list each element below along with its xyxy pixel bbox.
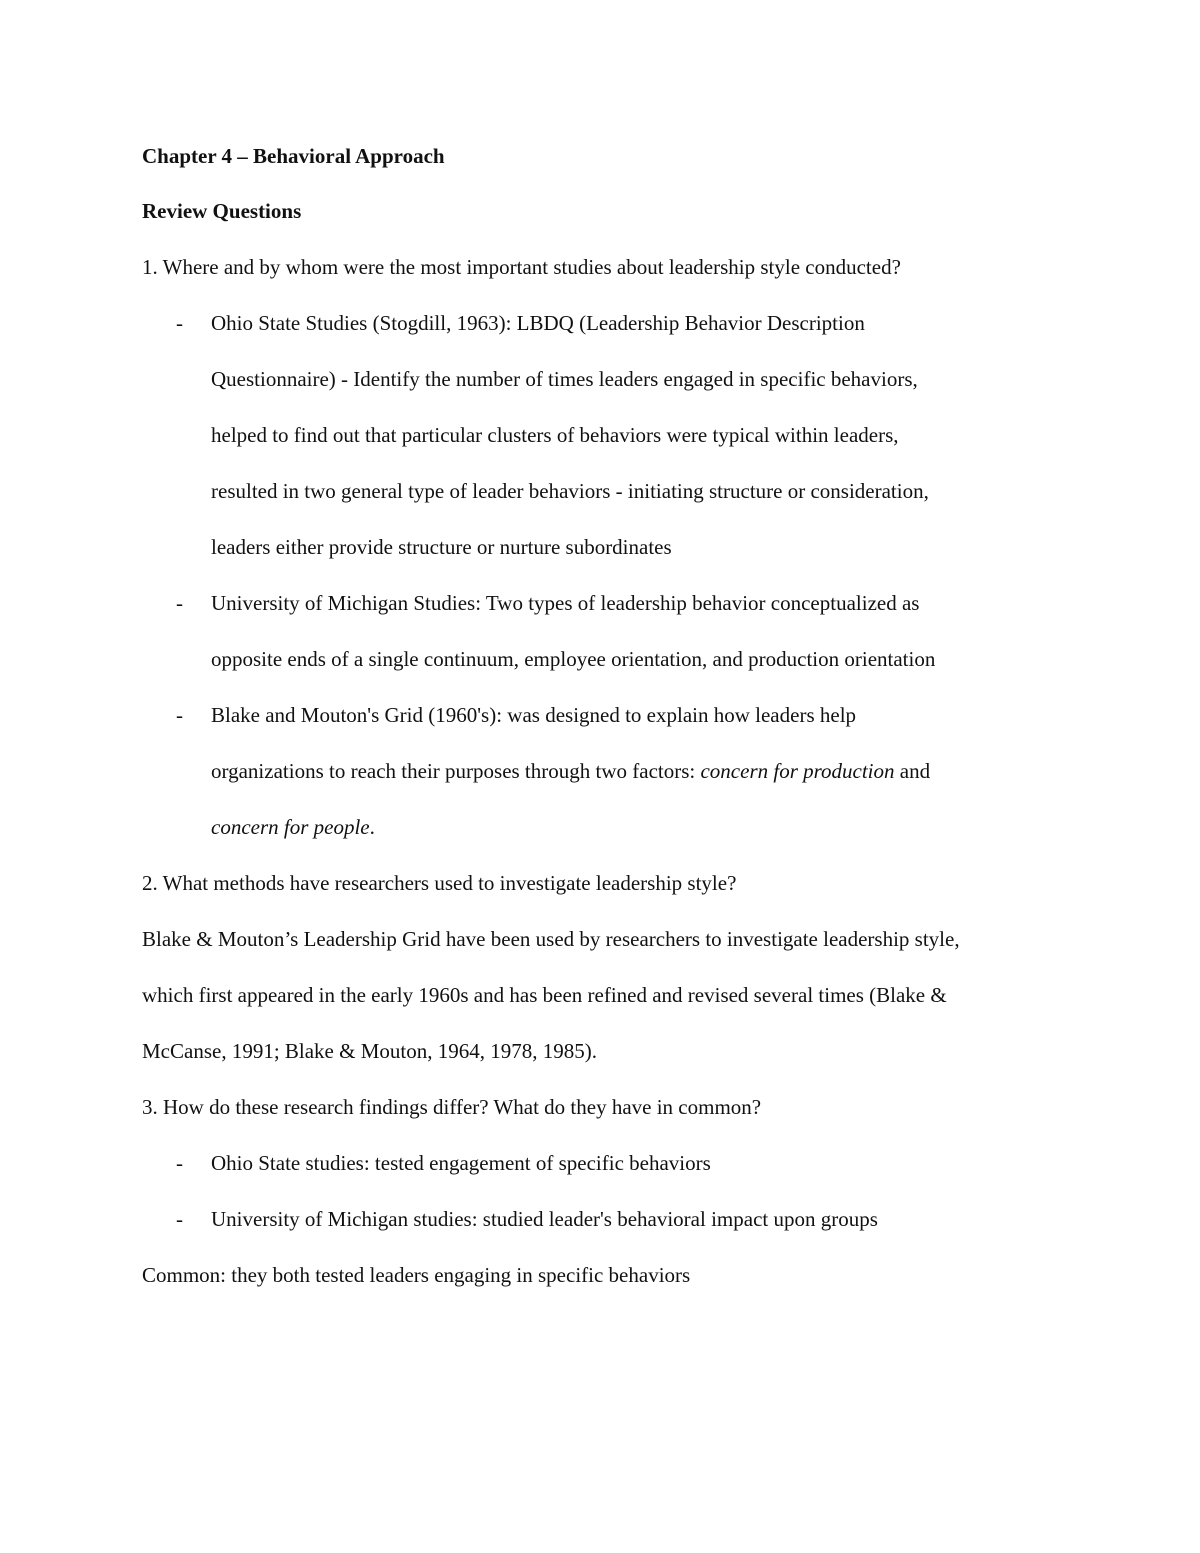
chapter-title: Chapter 4 – Behavioral Approach — [142, 144, 445, 168]
q1-bullet3-line2-post: and — [894, 759, 931, 783]
q1-bullet3-line1: Blake and Mouton's Grid (1960's): was designed to explain how leaders help — [211, 703, 857, 727]
bullet-dash: - — [176, 311, 183, 335]
q1-bullet3-line3-post: . — [369, 815, 375, 839]
q3-common: Common: they both tested leaders engaging in specific behaviors — [142, 1263, 691, 1287]
q1-bullet3-line2 — [211, 757, 930, 785]
concern-for-production: concern for production — [700, 759, 895, 783]
bullet-dash: - — [176, 1151, 183, 1175]
question-3: 3. How do these research findings differ? What do they have in common? — [142, 1095, 762, 1119]
q2-answer-line2: which first appeared in the early 1960s and has been refined and revised several times (Blake & — [142, 983, 947, 1007]
question-2: 2. What methods have researchers used to investigate leadership style? — [142, 871, 737, 895]
question-1: 1. Where and by whom were the most important studies about leadership style conducted? — [142, 255, 901, 279]
q1-bullet1-line2: Questionnaire) - Identify the number of times leaders engaged in specific behaviors, — [211, 367, 918, 391]
q1-bullet3-line3 — [211, 813, 375, 841]
q1-bullet2-line1: University of Michigan Studies: Two types of leadership behavior conceptualized as — [211, 591, 920, 615]
q1-bullet1-line4: resulted in two general type of leader behaviors - initiating structure or consideration, — [211, 479, 929, 503]
q1-bullet1-line5: leaders either provide structure or nurture subordinates — [211, 535, 672, 559]
q2-answer-line1: Blake & Mouton’s Leadership Grid have been used by researchers to investigate leadership style, — [142, 927, 960, 951]
bullet-dash: - — [176, 703, 183, 727]
concern-for-people: concern for people — [211, 815, 370, 839]
q1-bullet1-line1: Ohio State Studies (Stogdill, 1963): LBDQ (Leadership Behavior Description — [211, 311, 865, 335]
q1-bullet1-line3: helped to find out that particular clusters of behaviors were typical within leaders, — [211, 423, 899, 447]
bullet-dash: - — [176, 1207, 183, 1231]
q3-bullet1: Ohio State studies: tested engagement of specific behaviors — [211, 1151, 711, 1175]
bullet-dash: - — [176, 591, 183, 615]
section-title: Review Questions — [142, 199, 302, 223]
q3-bullet2: University of Michigan studies: studied leader's behavioral impact upon groups — [211, 1207, 878, 1231]
q1-bullet2-line2: opposite ends of a single continuum, employee orientation, and production orientation — [211, 647, 936, 671]
q2-answer-line3: McCanse, 1991; Blake & Mouton, 1964, 1978, 1985). — [142, 1039, 597, 1063]
q1-bullet3-line2-pre: organizations to reach their purposes through two factors: — [211, 759, 701, 783]
